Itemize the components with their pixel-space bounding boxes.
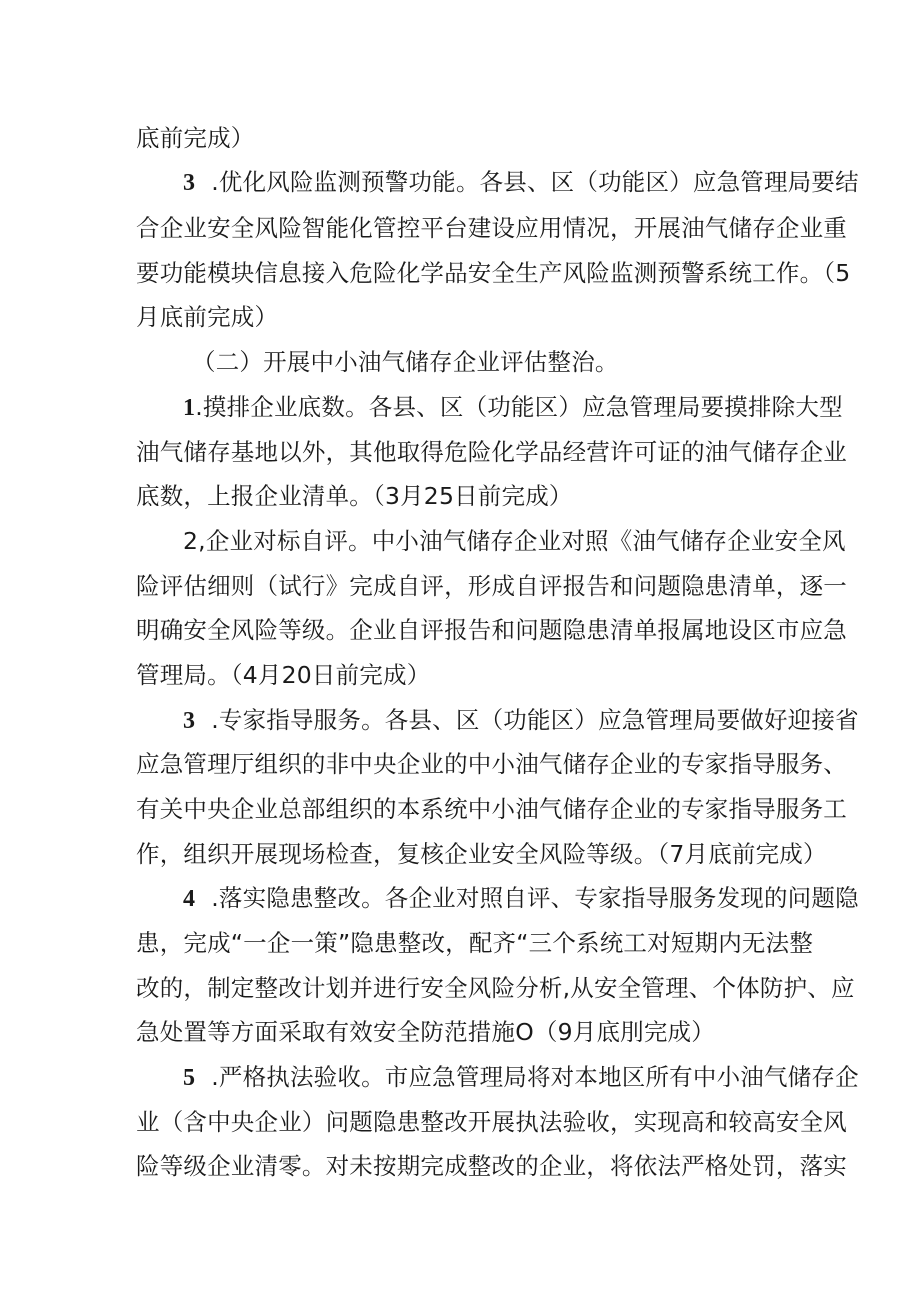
text-line: 明确安全风险等级。企业自评报告和问题隐患清单报属地设区市应急 [136,616,847,644]
text-line: .优化风险监测预警功能。各县、区（功能区）应急管理局要结 [211,168,859,196]
item-number: 4 [183,886,196,912]
numbered-paragraph-first-line [183,1057,859,1097]
text-line: 底前完成） [136,124,255,152]
text-line: .严格执法验收。市应急管理局将对本地区所有中小油气储存企 [211,1063,859,1091]
item-number: 5 [183,1065,196,1091]
text-line: 作，组织开展现场检查，复核企业安全风险等级。（7月底前完成） [136,840,827,868]
text-line: 险等级企业清零。对未按期完成整改的企业，将依法严格处罚，落实 [136,1152,847,1180]
numbered-paragraph-first-line [183,387,843,427]
text-line: 油气储存基地以外，其他取得危险化学品经营许可证的油气储存企业 [136,438,847,466]
text-line: 业（含中央企业）问题隐患整改开展执法验收，实现高和较高安全风 [136,1108,847,1136]
text-line: .专家指导服务。各县、区（功能区）应急管理局要做好迎接省 [211,706,859,734]
text-line: 月底前完成） [136,303,279,331]
text-line: 有关中央企业总部组织的本系统中小油气储存企业的专家指导服务工 [136,795,847,823]
item-number: 3 [183,708,196,734]
numbered-paragraph-first-line [183,878,859,918]
text-line: 患，完成“一企一策”隐患整改，配齐“三个系统工对短期内无法整 [136,929,814,957]
item-number: 3 [183,170,196,196]
text-line: .摸排企业底数。各县、区（功能区）应急管理局要摸排除大型 [195,393,843,421]
text-line: 改的，制定整改计划并进行安全风险分析,从安全管理、个体防护、应 [136,974,855,1002]
text-line: 要功能模块信息接入危险化学品安全生产风险监测预警系统工作。（5 [136,259,851,287]
text-line: 底数，上报企业清单。（3月25日前完成） [136,482,573,510]
item-number: 1 [183,395,196,421]
text-line: 急处置等方面采取有效安全防范措施O（9月底刖完成） [136,1018,715,1046]
numbered-paragraph-first-line [183,700,859,740]
section-heading: （二）开展中小油气储存企业评估整治。 [192,348,619,376]
text-line: 险评估细则（试行》完成自评，形成自评报告和问题隐患清单，逐一 [136,572,847,600]
text-line: 管理局。（4月20日前完成） [136,661,431,689]
text-line: 2,企业对标自评。中小油气储存企业对照《油气储存企业安全风 [183,527,846,555]
numbered-paragraph-first-line [183,162,859,202]
text-line: .落实隐患整改。各企业对照自评、专家指导服务发现的问题隐 [211,884,859,912]
text-line: 应急管理厅组织的非中央企业的中小油气储存企业的专家指导服务、 [136,750,847,778]
text-line: 合企业安全风险智能化管控平台建设应用情况，开展油气储存企业重 [136,214,847,242]
